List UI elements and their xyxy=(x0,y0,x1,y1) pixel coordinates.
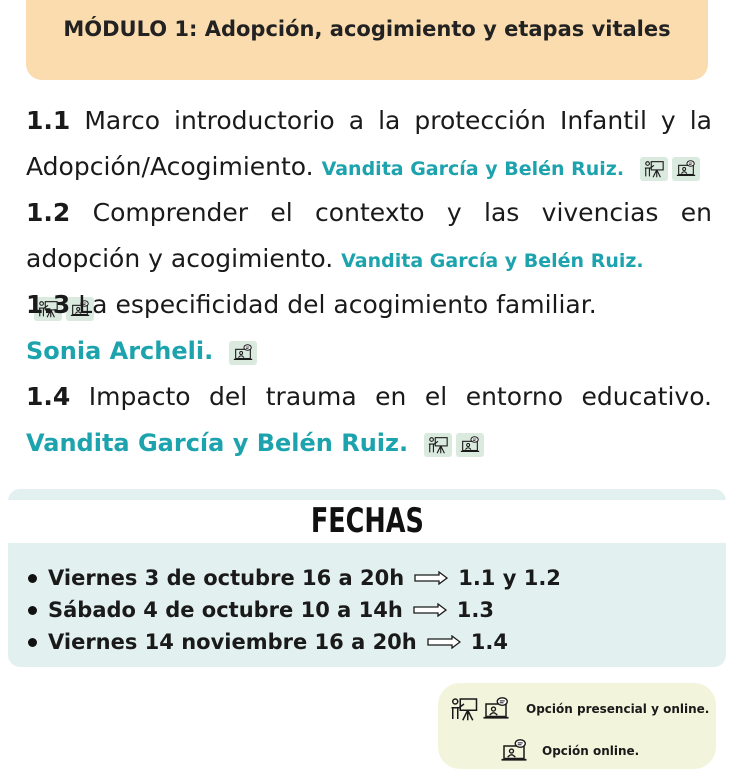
session-number: 1.3 xyxy=(26,290,71,319)
session-title-cont: adopción y acogimiento. xyxy=(26,244,334,273)
session-speaker: Vandita García y Belén Ruiz. xyxy=(26,429,409,457)
online-icon xyxy=(498,737,530,765)
arrow-right-icon xyxy=(413,603,447,617)
date-sessions: 1.3 xyxy=(456,598,494,622)
session-title: La especificidad del acogimiento familiar. xyxy=(78,290,597,319)
legend-presential-online xyxy=(448,695,709,723)
session-title: Comprender el contexto y las vivencias en xyxy=(92,198,712,227)
session-modality xyxy=(229,341,257,365)
dates-panel xyxy=(8,489,726,667)
date-item xyxy=(28,562,561,594)
presential-icon xyxy=(424,433,452,457)
session-number: 1.1 xyxy=(26,106,71,135)
module-title: MÓDULO 1: Adopción, acogimiento y etapas vitales xyxy=(63,17,671,41)
online-icon xyxy=(672,157,700,181)
date-item xyxy=(28,594,561,626)
date-item xyxy=(28,626,561,658)
arrow-right-icon xyxy=(427,635,461,649)
legend-text: Opción presencial y online. xyxy=(526,702,710,716)
date-sessions: 1.1 y 1.2 xyxy=(458,566,561,590)
session-modality xyxy=(640,157,700,181)
session-number: 1.4 xyxy=(26,382,71,411)
session-line xyxy=(26,190,712,236)
bullet-icon xyxy=(28,638,37,647)
session-title: Marco introductorio a la protección Infantil y la xyxy=(84,106,713,135)
bullet-icon xyxy=(28,606,37,615)
online-icon xyxy=(229,341,257,365)
session-line xyxy=(26,374,712,420)
session-line xyxy=(26,98,712,144)
date-text: Sábado 4 de octubre 10 a 14h xyxy=(48,598,403,622)
session-1-4 xyxy=(26,374,712,466)
dates-title xyxy=(8,500,726,543)
date-text: Viernes 3 de octubre 16 a 20h xyxy=(48,566,405,590)
session-1-1 xyxy=(26,98,712,192)
presential-icon xyxy=(448,695,480,723)
session-1-3 xyxy=(26,282,712,374)
legend-text: Opción online. xyxy=(542,744,640,758)
session-title: Impacto del trauma en el entorno educativo. xyxy=(88,382,712,411)
arrow-right-icon xyxy=(414,571,448,585)
date-list xyxy=(28,562,561,658)
online-icon xyxy=(480,695,512,723)
session-title-cont: Adopción/Acogimiento. xyxy=(26,152,314,181)
date-text: Viernes 14 noviembre 16 a 20h xyxy=(48,630,417,654)
date-sessions: 1.4 xyxy=(470,630,508,654)
session-speaker: Vandita García y Belén Ruiz. xyxy=(341,250,644,272)
module-header xyxy=(26,0,708,80)
session-speaker: Vandita García y Belén Ruiz. xyxy=(321,158,625,180)
online-icon xyxy=(456,433,484,457)
presential-icon xyxy=(640,157,668,181)
bullet-icon xyxy=(28,574,37,583)
dates-title-text: FECHAS xyxy=(310,501,424,541)
session-speaker: Sonia Archeli. xyxy=(26,337,214,365)
legend-online xyxy=(498,737,639,765)
session-number: 1.2 xyxy=(26,198,71,227)
modality-legend xyxy=(438,683,716,769)
session-modality xyxy=(424,433,484,457)
